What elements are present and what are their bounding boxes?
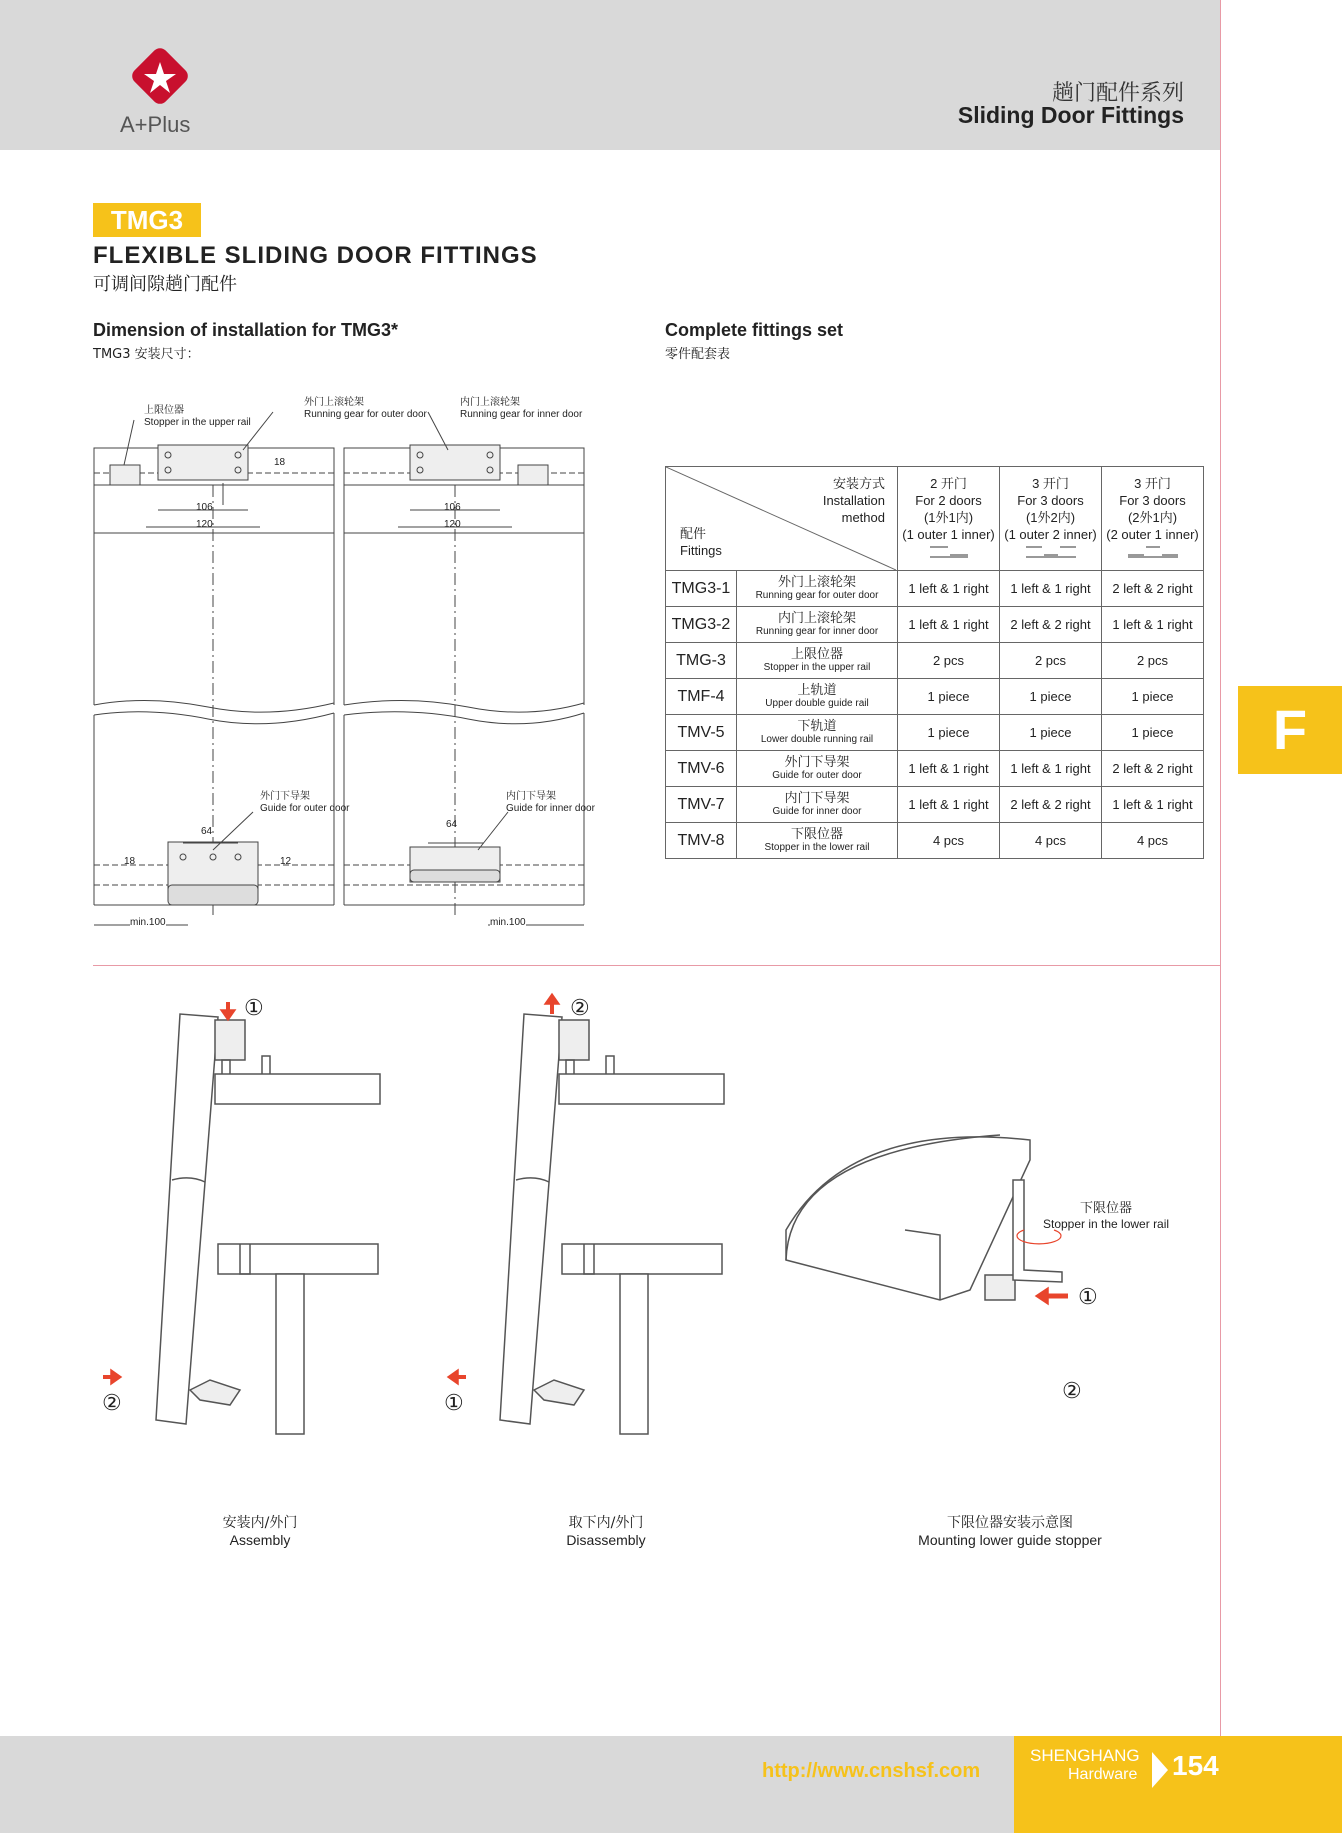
website-link[interactable]: http://www.cnshsf.com xyxy=(762,1760,981,1782)
caption-disassembly: 取下内/外门 Disassembly xyxy=(566,1515,646,1548)
step-marker: ② xyxy=(102,1390,122,1415)
quantity-cell: 4 pcs xyxy=(1000,823,1102,859)
fittings-heading-cn: 零件配套表 xyxy=(665,347,731,362)
installation-diagrams xyxy=(0,990,1220,1548)
label-inner-gear: 内门上滚轮架 Running gear for inner door xyxy=(460,397,583,420)
quantity-cell: 4 pcs xyxy=(1102,823,1204,859)
quantity-cell: 1 left & 1 right xyxy=(1102,787,1204,823)
corner-bottom-en: Fittings xyxy=(680,543,722,558)
dim-min100-left: min.100 xyxy=(130,917,166,928)
product-title-en: FLEXIBLE SLIDING DOOR FITTINGS xyxy=(93,242,538,269)
quantity-cell: 1 piece xyxy=(1102,715,1204,751)
fitting-name: 外门上滚轮架 Running gear for outer door xyxy=(737,571,898,607)
quantity-cell: 1 piece xyxy=(1000,679,1102,715)
quantity-cell: 2 left & 2 right xyxy=(1102,571,1204,607)
page-arrow-icon xyxy=(1152,1752,1168,1788)
dim-106-right: 106 xyxy=(444,502,461,513)
table-row xyxy=(666,823,1204,859)
quantity-cell: 2 pcs xyxy=(1102,643,1204,679)
quantity-cell: 1 piece xyxy=(1102,679,1204,715)
category-cn: 趟门配件系列 xyxy=(1051,81,1184,106)
dimension-diagram xyxy=(88,395,618,940)
quantity-cell: 1 left & 1 right xyxy=(898,751,1000,787)
quantity-cell: 1 left & 1 right xyxy=(1102,607,1204,643)
quantity-cell: 2 left & 2 right xyxy=(1102,751,1204,787)
quantity-cell: 1 left & 1 right xyxy=(1000,571,1102,607)
fitting-name: 外门下导架 Guide for outer door xyxy=(737,751,898,787)
corner-header-cell xyxy=(666,467,898,571)
corner-top-cn: 安装方式 xyxy=(832,476,885,491)
fittings-heading-en: Complete fittings set xyxy=(665,320,844,340)
step-marker: ① xyxy=(1078,1284,1098,1309)
caption-mounting: 下限位器安装示意图 Mounting lower guide stopper xyxy=(918,1515,1102,1548)
table-row xyxy=(666,571,1204,607)
fitting-name: 下限位器 Stopper in the lower rail xyxy=(737,823,898,859)
dim-18-bottom: 18 xyxy=(124,856,136,867)
fitting-name: 下轨道 Lower double running rail xyxy=(737,715,898,751)
table-header-row xyxy=(666,467,1204,571)
fitting-code: TMG3-2 xyxy=(666,607,737,643)
model-badge: TMG3 xyxy=(93,203,201,237)
dimension-heading-cn: TMG3 安装尺寸： xyxy=(93,347,200,362)
dim-120-right: 120 xyxy=(444,519,461,530)
dim-18-top: 18 xyxy=(274,457,286,468)
table-row xyxy=(666,715,1204,751)
table-row xyxy=(666,643,1204,679)
quantity-cell: 4 pcs xyxy=(898,823,1000,859)
fitting-code: TMG3-1 xyxy=(666,571,737,607)
dim-64-right: 64 xyxy=(446,819,458,830)
category-en: Sliding Door Fittings xyxy=(957,102,1184,128)
logo-wordmark: A+Plus xyxy=(120,112,191,137)
label-outer-gear: 外门上滚轮架 Running gear for outer door xyxy=(304,397,427,420)
brand-name: SHENGHANG xyxy=(1030,1746,1140,1765)
step-marker: ① xyxy=(444,1390,464,1415)
column-header: 3 开门 For 3 doors (1外2内) (1 outer 2 inner) xyxy=(1000,467,1102,571)
column-header: 3 开门 For 3 doors (2外1内) (2 outer 1 inner) xyxy=(1102,467,1204,571)
brand-sub: Hardware xyxy=(1068,1766,1138,1783)
quantity-cell: 2 pcs xyxy=(1000,643,1102,679)
table-row xyxy=(666,751,1204,787)
fitting-code: TMV-8 xyxy=(666,823,737,859)
dim-120-left: 120 xyxy=(196,519,213,530)
corner-bottom-cn: 配件 xyxy=(680,526,707,541)
step-marker: ② xyxy=(1062,1378,1082,1403)
caption-assembly: 安装内/外门 Assembly xyxy=(222,1515,298,1548)
quantity-cell: 2 left & 2 right xyxy=(1000,787,1102,823)
dim-106-left: 106 xyxy=(196,502,213,513)
label-outer-guide: 外门下导架 Guide for outer door xyxy=(260,791,350,814)
fitting-code: TMF-4 xyxy=(666,679,737,715)
fitting-name: 内门上滚轮架 Running gear for inner door xyxy=(737,607,898,643)
table-row xyxy=(666,607,1204,643)
label-stopper-lower: 下限位器 Stopper in the lower rail xyxy=(1043,1201,1170,1231)
corner-top-en1: Installation xyxy=(822,493,885,508)
quantity-cell: 1 left & 1 right xyxy=(1000,751,1102,787)
dim-64-left: 64 xyxy=(201,826,213,837)
dim-12: 12 xyxy=(280,856,292,867)
label-inner-guide: 内门下导架 Guide for inner door xyxy=(506,791,595,814)
dimension-heading-en: Dimension of installation for TMG3* xyxy=(93,320,399,340)
quantity-cell: 1 left & 1 right xyxy=(898,607,1000,643)
fittings-table xyxy=(665,466,1204,859)
step-marker: ① xyxy=(244,995,264,1020)
quantity-cell: 1 left & 1 right xyxy=(898,571,1000,607)
column-header: 2 开门 For 2 doors (1外1内) (1 outer 1 inner) xyxy=(898,467,1000,571)
fitting-code: TMV-6 xyxy=(666,751,737,787)
table-row xyxy=(666,787,1204,823)
quantity-cell: 1 piece xyxy=(898,679,1000,715)
quantity-cell: 1 piece xyxy=(1000,715,1102,751)
product-title-cn: 可调间隙趟门配件 xyxy=(93,274,237,295)
dim-min100-right: min.100 xyxy=(490,917,526,928)
fitting-code: TMG-3 xyxy=(666,643,737,679)
fitting-name: 内门下导架 Guide for inner door xyxy=(737,787,898,823)
quantity-cell: 2 left & 2 right xyxy=(1000,607,1102,643)
fitting-name: 上轨道 Upper double guide rail xyxy=(737,679,898,715)
section-tab-f[interactable]: F xyxy=(1238,686,1342,774)
label-stopper-upper: 上限位器 Stopper in the upper rail xyxy=(144,405,251,428)
quantity-cell: 1 piece xyxy=(898,715,1000,751)
table-row xyxy=(666,679,1204,715)
quantity-cell: 2 pcs xyxy=(898,643,1000,679)
fitting-code: TMV-7 xyxy=(666,787,737,823)
corner-top-en2: method xyxy=(841,510,885,525)
fitting-name: 上限位器 Stopper in the upper rail xyxy=(737,643,898,679)
page-number: 154 xyxy=(1172,1750,1219,1781)
step-marker: ② xyxy=(570,995,590,1020)
section-divider xyxy=(93,965,1220,966)
quantity-cell: 1 left & 1 right xyxy=(898,787,1000,823)
page-border-line xyxy=(1220,0,1221,1833)
fitting-code: TMV-5 xyxy=(666,715,737,751)
